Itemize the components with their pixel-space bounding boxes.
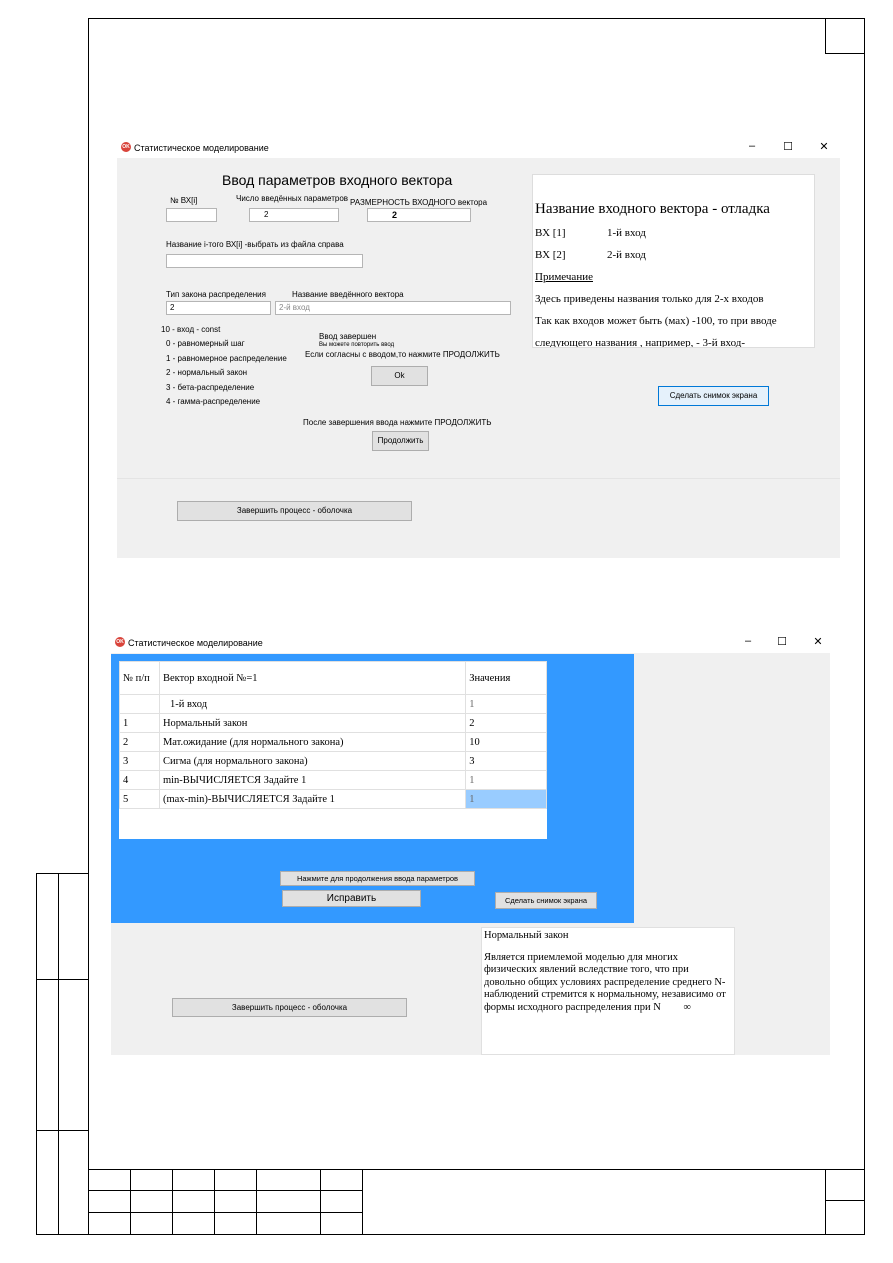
table-cell[interactable]: Нормальный закон xyxy=(159,714,465,733)
name-input[interactable] xyxy=(166,254,363,268)
table-cell[interactable]: 4 xyxy=(120,771,160,790)
table-cell[interactable]: 1-й вход xyxy=(159,695,465,714)
agree-continue-label: Если согласны с вводом,то нажмите ПРОДОЛЖИТЬ xyxy=(305,350,500,359)
note-line: Здесь приведены названия только для 2-х входов xyxy=(535,293,764,305)
description-body: Является приемлемой моделью для многих физических явлений вследствие того, что при довольно общих условиях распределение среднего N-наблюдений стремится к нормальному, независимо от формы исходного распределения при N xyxy=(484,952,726,1013)
name-label: Название i-того ВХ[i] -выбрать из файла справа xyxy=(166,240,344,249)
title-block-sheet-line xyxy=(825,1200,865,1201)
margin-stamp-1 xyxy=(36,873,59,980)
table-cell[interactable]: 1 xyxy=(466,695,547,714)
vector-table-window xyxy=(111,633,830,1055)
screenshot-button[interactable]: Сделать снимок экрана xyxy=(658,386,769,406)
list-item: 10 - вход - const xyxy=(161,325,221,334)
law-list xyxy=(161,323,287,409)
margin-stamp-3 xyxy=(36,979,59,1131)
list-item: 0 - равномерный шаг xyxy=(166,339,245,349)
description-text xyxy=(484,952,732,1014)
law-type-input[interactable]: 2 xyxy=(166,301,271,315)
title-block-col5 xyxy=(320,1169,321,1235)
bx-label: № ВХ[i] xyxy=(170,196,198,205)
table-cell[interactable]: Сигма (для нормального закона) xyxy=(159,752,465,771)
table xyxy=(119,661,547,809)
title-block-col6 xyxy=(362,1169,363,1235)
law-description-panel xyxy=(481,927,735,1055)
parameters-table xyxy=(119,661,547,839)
list-item: 2 - нормальный закон xyxy=(166,368,248,378)
description-title: Нормальный закон xyxy=(484,930,569,941)
frame-right-border xyxy=(864,18,865,1235)
entry-value: 2-й вход xyxy=(607,249,646,261)
margin-stamp-4 xyxy=(58,979,89,1131)
entry-value: 1-й вход xyxy=(607,227,646,239)
ok-button[interactable]: Ok xyxy=(371,366,428,386)
minimize-icon[interactable]: – xyxy=(744,635,752,647)
minimize-icon[interactable]: – xyxy=(748,140,756,152)
table-cell[interactable]: 1 xyxy=(466,771,547,790)
table-cell[interactable] xyxy=(120,695,160,714)
maximize-icon[interactable]: ☐ xyxy=(783,141,793,153)
bx-input[interactable] xyxy=(166,208,217,222)
title-block-col2 xyxy=(172,1169,173,1235)
table-cell[interactable]: 5 xyxy=(120,790,160,809)
window-titlebar xyxy=(111,633,830,653)
table-cell[interactable]: Мат.ожидание (для нормального закона) xyxy=(159,733,465,752)
table-row xyxy=(120,695,547,714)
column-header: Вектор входной №=1 xyxy=(159,662,465,695)
window-title: Статистическое моделирование xyxy=(134,143,269,153)
dimension-field: 2 xyxy=(367,208,471,222)
app-logo-icon: OK xyxy=(116,639,124,645)
list-item: 1 - равномерное распределение xyxy=(166,353,287,363)
table-cell[interactable]: 1 xyxy=(120,714,160,733)
table-row xyxy=(120,752,547,771)
frame-corner-box xyxy=(825,18,865,54)
form-heading: Ввод параметров входного вектора xyxy=(222,172,453,188)
entry-key: ВХ [1] xyxy=(535,227,566,239)
title-block-col7 xyxy=(825,1169,826,1235)
table-cell[interactable]: 2 xyxy=(120,733,160,752)
infinity-symbol: ∞ xyxy=(683,1001,691,1013)
note-line: Так как входов может быть (мах) -100, то при вводе xyxy=(535,315,777,327)
table-row xyxy=(120,790,547,809)
list-item: 3 - бета-распределение xyxy=(166,382,255,392)
title-block-top xyxy=(88,1169,865,1170)
frame-top-border xyxy=(88,18,865,19)
input-done-label: Ввод завершен xyxy=(319,332,377,341)
margin-stamp-2 xyxy=(58,873,89,980)
table-row xyxy=(120,733,547,752)
title-block-col4 xyxy=(256,1169,257,1235)
table-row xyxy=(120,714,547,733)
table-header-row xyxy=(120,662,547,695)
table-cell[interactable]: 3 xyxy=(120,752,160,771)
app-logo-icon: OK xyxy=(122,144,130,150)
table-cell[interactable]: (max-min)-ВЫЧИСЛЯЕТСЯ Задайте 1 xyxy=(159,790,465,809)
vector-name-label: Название введённого вектора xyxy=(292,290,404,299)
title-block-col3 xyxy=(214,1169,215,1235)
continue-input-button[interactable]: Нажмите для продолжения ввода параметров xyxy=(280,871,475,886)
window-title: Статистическое моделирование xyxy=(128,638,263,648)
column-header: № п/п xyxy=(120,662,160,695)
note-title: Примечание xyxy=(535,271,593,283)
repeat-input-label: Вы можете повторить ввод xyxy=(319,342,395,348)
selected-cell[interactable]: 1 xyxy=(466,790,547,809)
entry-key: ВХ [2] xyxy=(535,249,566,261)
finish-process-button[interactable]: Завершить процесс - оболочка xyxy=(177,501,412,521)
note-line: следующего названия , например, - 3-й вход- xyxy=(535,337,746,348)
panel-title: Название входного вектора - отладка xyxy=(535,201,770,217)
fix-button[interactable]: Исправить xyxy=(282,890,421,907)
count-field: 2 xyxy=(249,208,339,222)
window-divider xyxy=(117,478,840,479)
title-block-col1 xyxy=(130,1169,131,1235)
close-icon[interactable]: ✕ xyxy=(819,141,829,153)
after-input-label: После завершения ввода нажмите ПРОДОЛЖИТЬ xyxy=(303,418,492,427)
close-icon[interactable]: ✕ xyxy=(813,636,823,648)
table-cell[interactable]: 10 xyxy=(466,733,547,752)
vector-name-field: 2-й вход xyxy=(275,301,511,315)
screenshot-button[interactable]: Сделать снимок экрана xyxy=(495,892,597,909)
margin-stamp-5 xyxy=(36,1130,59,1235)
finish-process-button[interactable]: Завершить процесс - оболочка xyxy=(172,998,407,1017)
column-header: Значения xyxy=(466,662,547,695)
maximize-icon[interactable]: ☐ xyxy=(777,636,787,648)
margin-stamp-6 xyxy=(58,1130,89,1235)
table-cell[interactable]: 2 xyxy=(466,714,547,733)
continue-button[interactable]: Продолжить xyxy=(372,431,429,451)
list-item: 4 - гамма-распределение xyxy=(166,397,261,407)
table-cell[interactable]: min-ВЫЧИСЛЯЕТСЯ Задайте 1 xyxy=(159,771,465,790)
table-cell[interactable]: 3 xyxy=(466,752,547,771)
law-type-label: Тип закона распределения xyxy=(166,290,266,299)
table-row xyxy=(120,771,547,790)
count-label: Число введённых параметров xyxy=(236,194,349,203)
input-names-panel xyxy=(532,174,815,348)
input-parameters-window xyxy=(117,138,840,558)
dimension-label: РАЗМЕРНОСТЬ ВХОДНОГО вектора xyxy=(350,198,488,207)
frame-bottom-border xyxy=(36,1234,865,1235)
window-titlebar xyxy=(117,138,840,158)
